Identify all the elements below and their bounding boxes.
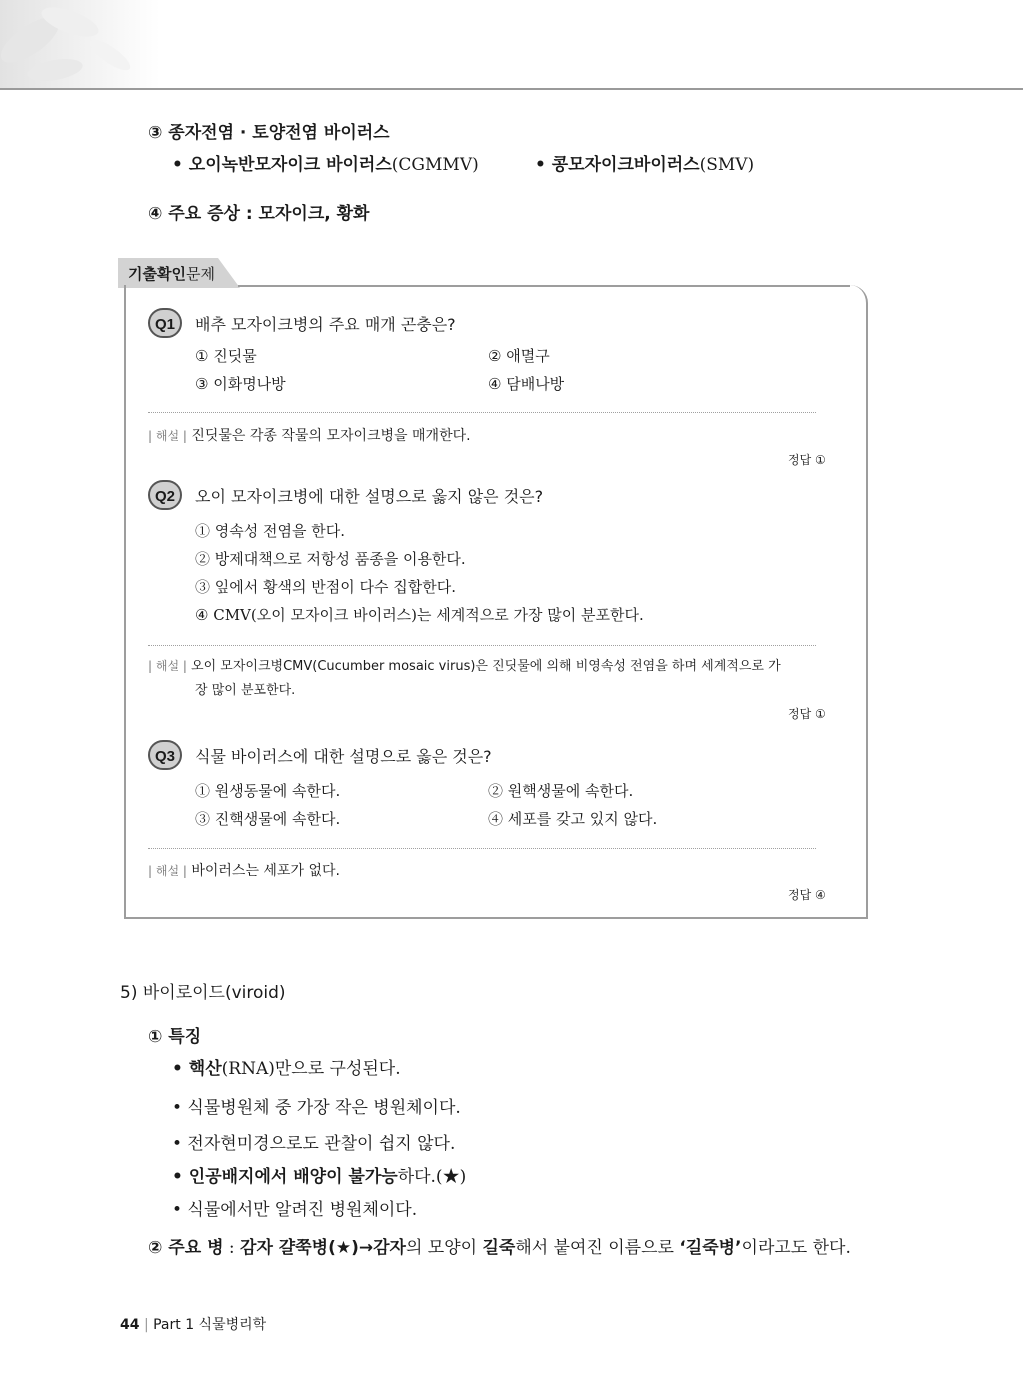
q2-solution-line1: [148, 655, 781, 674]
q2-question: 오이 모자이크병에 대한 설명으로 옳지 않은 것은?: [195, 487, 544, 506]
page-number: 44: [120, 1317, 140, 1333]
leaf-decoration: [0, 0, 160, 88]
q2-solution-text1: 오이 모자이크병CMV(Cucumber mosaic virus)은 진딧물에 의해 비영속성 전염을 하며 세계적으로 가: [191, 659, 781, 674]
viroid-bullet1-rest: (RNA)만으로 구성된다.: [221, 1059, 401, 1079]
q3-option-1: ① 원생동물에 속한다.: [195, 782, 341, 800]
viroid-bullet4: [172, 1162, 466, 1187]
quiz-tab-rest: 문제: [185, 265, 215, 283]
q1-divider: [148, 412, 816, 413]
q1-option-3: ③ 이화명나방: [195, 375, 286, 393]
q1-option-1: ① 진딧물: [195, 347, 257, 365]
footer-part: Part 1 식물병리학: [153, 1317, 267, 1333]
viroid-sub2-end: 이라고도 한다.: [741, 1238, 851, 1258]
q2-option-2: ② 방제대책으로 저항성 품종을 이용한다.: [195, 550, 466, 568]
q3-badge: Q3: [148, 740, 182, 770]
q2-option-1: ① 영속성 전염을 한다.: [195, 522, 345, 540]
viroid-bullet5: • 식물에서만 알려진 병원체이다.: [172, 1200, 418, 1220]
item4-title: ④ 주요 증상 : 모자이크, 황화: [148, 204, 370, 224]
quiz-box-top-border: [238, 285, 850, 287]
q2-option-3: ③ 잎에서 황색의 반점이 다수 집합한다.: [195, 578, 456, 596]
viroid-sub2: [148, 1233, 851, 1258]
q1-option-4: ④ 담배나방: [488, 375, 565, 393]
q3-option-3: ③ 진핵생물에 속한다.: [195, 810, 341, 828]
viroid-bullet1-bold: • 핵산: [172, 1059, 222, 1079]
q1-answer: 정답 ①: [788, 453, 826, 467]
q3-solution-label: | 해설 |: [148, 864, 187, 878]
item3-bullet1: [172, 150, 479, 175]
item3-title: ③ 종자전염 · 토양전염 바이러스: [148, 123, 390, 143]
page-footer: [120, 1314, 266, 1334]
item3-bullet2-bold: • 콩모자이크바이러스: [535, 155, 700, 175]
viroid-bullet1: [172, 1054, 401, 1079]
q1-solution-label: | 해설 |: [148, 429, 187, 443]
q2-solution-label: | 해설 |: [148, 659, 187, 673]
viroid-bullet4-bold: • 인공배지에서 배양이 불가능: [172, 1167, 398, 1187]
viroid-bullet3: • 전자현미경으로도 관찰이 쉽지 않다.: [172, 1134, 456, 1154]
q3-solution: [148, 860, 340, 880]
quiz-tab: [118, 258, 240, 288]
q2-badge: Q2: [148, 480, 182, 510]
item3-bullet1-tail: (CGMMV): [391, 155, 479, 175]
q2-option-4: ④ CMV(오이 모자이크 바이러스)는 세계적으로 가장 많이 분포한다.: [195, 606, 644, 624]
viroid-sub2-label: ② 주요 병: [148, 1238, 224, 1258]
q1-badge: Q1: [148, 308, 182, 338]
q3-question: 식물 바이러스에 대한 설명으로 옳은 것은?: [195, 747, 492, 766]
viroid-sub2-colon: :: [223, 1238, 241, 1258]
item3-bullet2-tail: (SMV): [699, 155, 755, 175]
q3-option-2: ② 원핵생물에 속한다.: [488, 782, 634, 800]
quiz-tab-bold: 기출확인: [128, 265, 186, 283]
viroid-sub2-mid1: 의 모양이: [405, 1238, 483, 1258]
viroid-sub2-disease: 감자 걀쭉병(★)→감자: [240, 1238, 406, 1258]
q2-divider: [148, 645, 816, 646]
q1-option-2: ② 애멸구: [488, 347, 550, 365]
viroid-bullet4-rest: 하다.(★): [397, 1167, 467, 1187]
q1-question: 배추 모자이크병의 주요 매개 곤충은?: [195, 315, 456, 334]
viroid-sub2-bold3: 길죽: [482, 1238, 516, 1258]
item3-bullet2: [535, 150, 754, 175]
viroid-bullet2: • 식물병원체 중 가장 작은 병원체이다.: [172, 1098, 461, 1118]
item3-bullet1-bold: • 오이녹반모자이크 바이러스: [172, 155, 392, 175]
viroid-heading: 5) 바이로이드(viroid): [120, 983, 286, 1003]
q3-option-4: ④ 세포를 갖고 있지 않다.: [488, 810, 658, 828]
q2-solution-line2: 장 많이 분포한다.: [195, 683, 296, 698]
viroid-sub1: ① 특징: [148, 1027, 202, 1047]
q3-divider: [148, 848, 816, 849]
q3-solution-text: 바이러스는 세포가 없다.: [191, 863, 340, 879]
footer-separator: |: [143, 1317, 149, 1333]
viroid-sub2-mid2: 해서 붙여진 이름으로: [515, 1238, 680, 1258]
header-rule: [0, 88, 1023, 90]
viroid-sub2-bold4: ‘길죽병’: [679, 1238, 742, 1258]
q1-solution-text: 진딧물은 각종 작물의 모자이크병을 매개한다.: [191, 428, 471, 444]
q1-solution: [148, 425, 471, 445]
q2-answer: 정답 ①: [788, 707, 826, 721]
q3-answer: 정답 ④: [788, 888, 826, 902]
